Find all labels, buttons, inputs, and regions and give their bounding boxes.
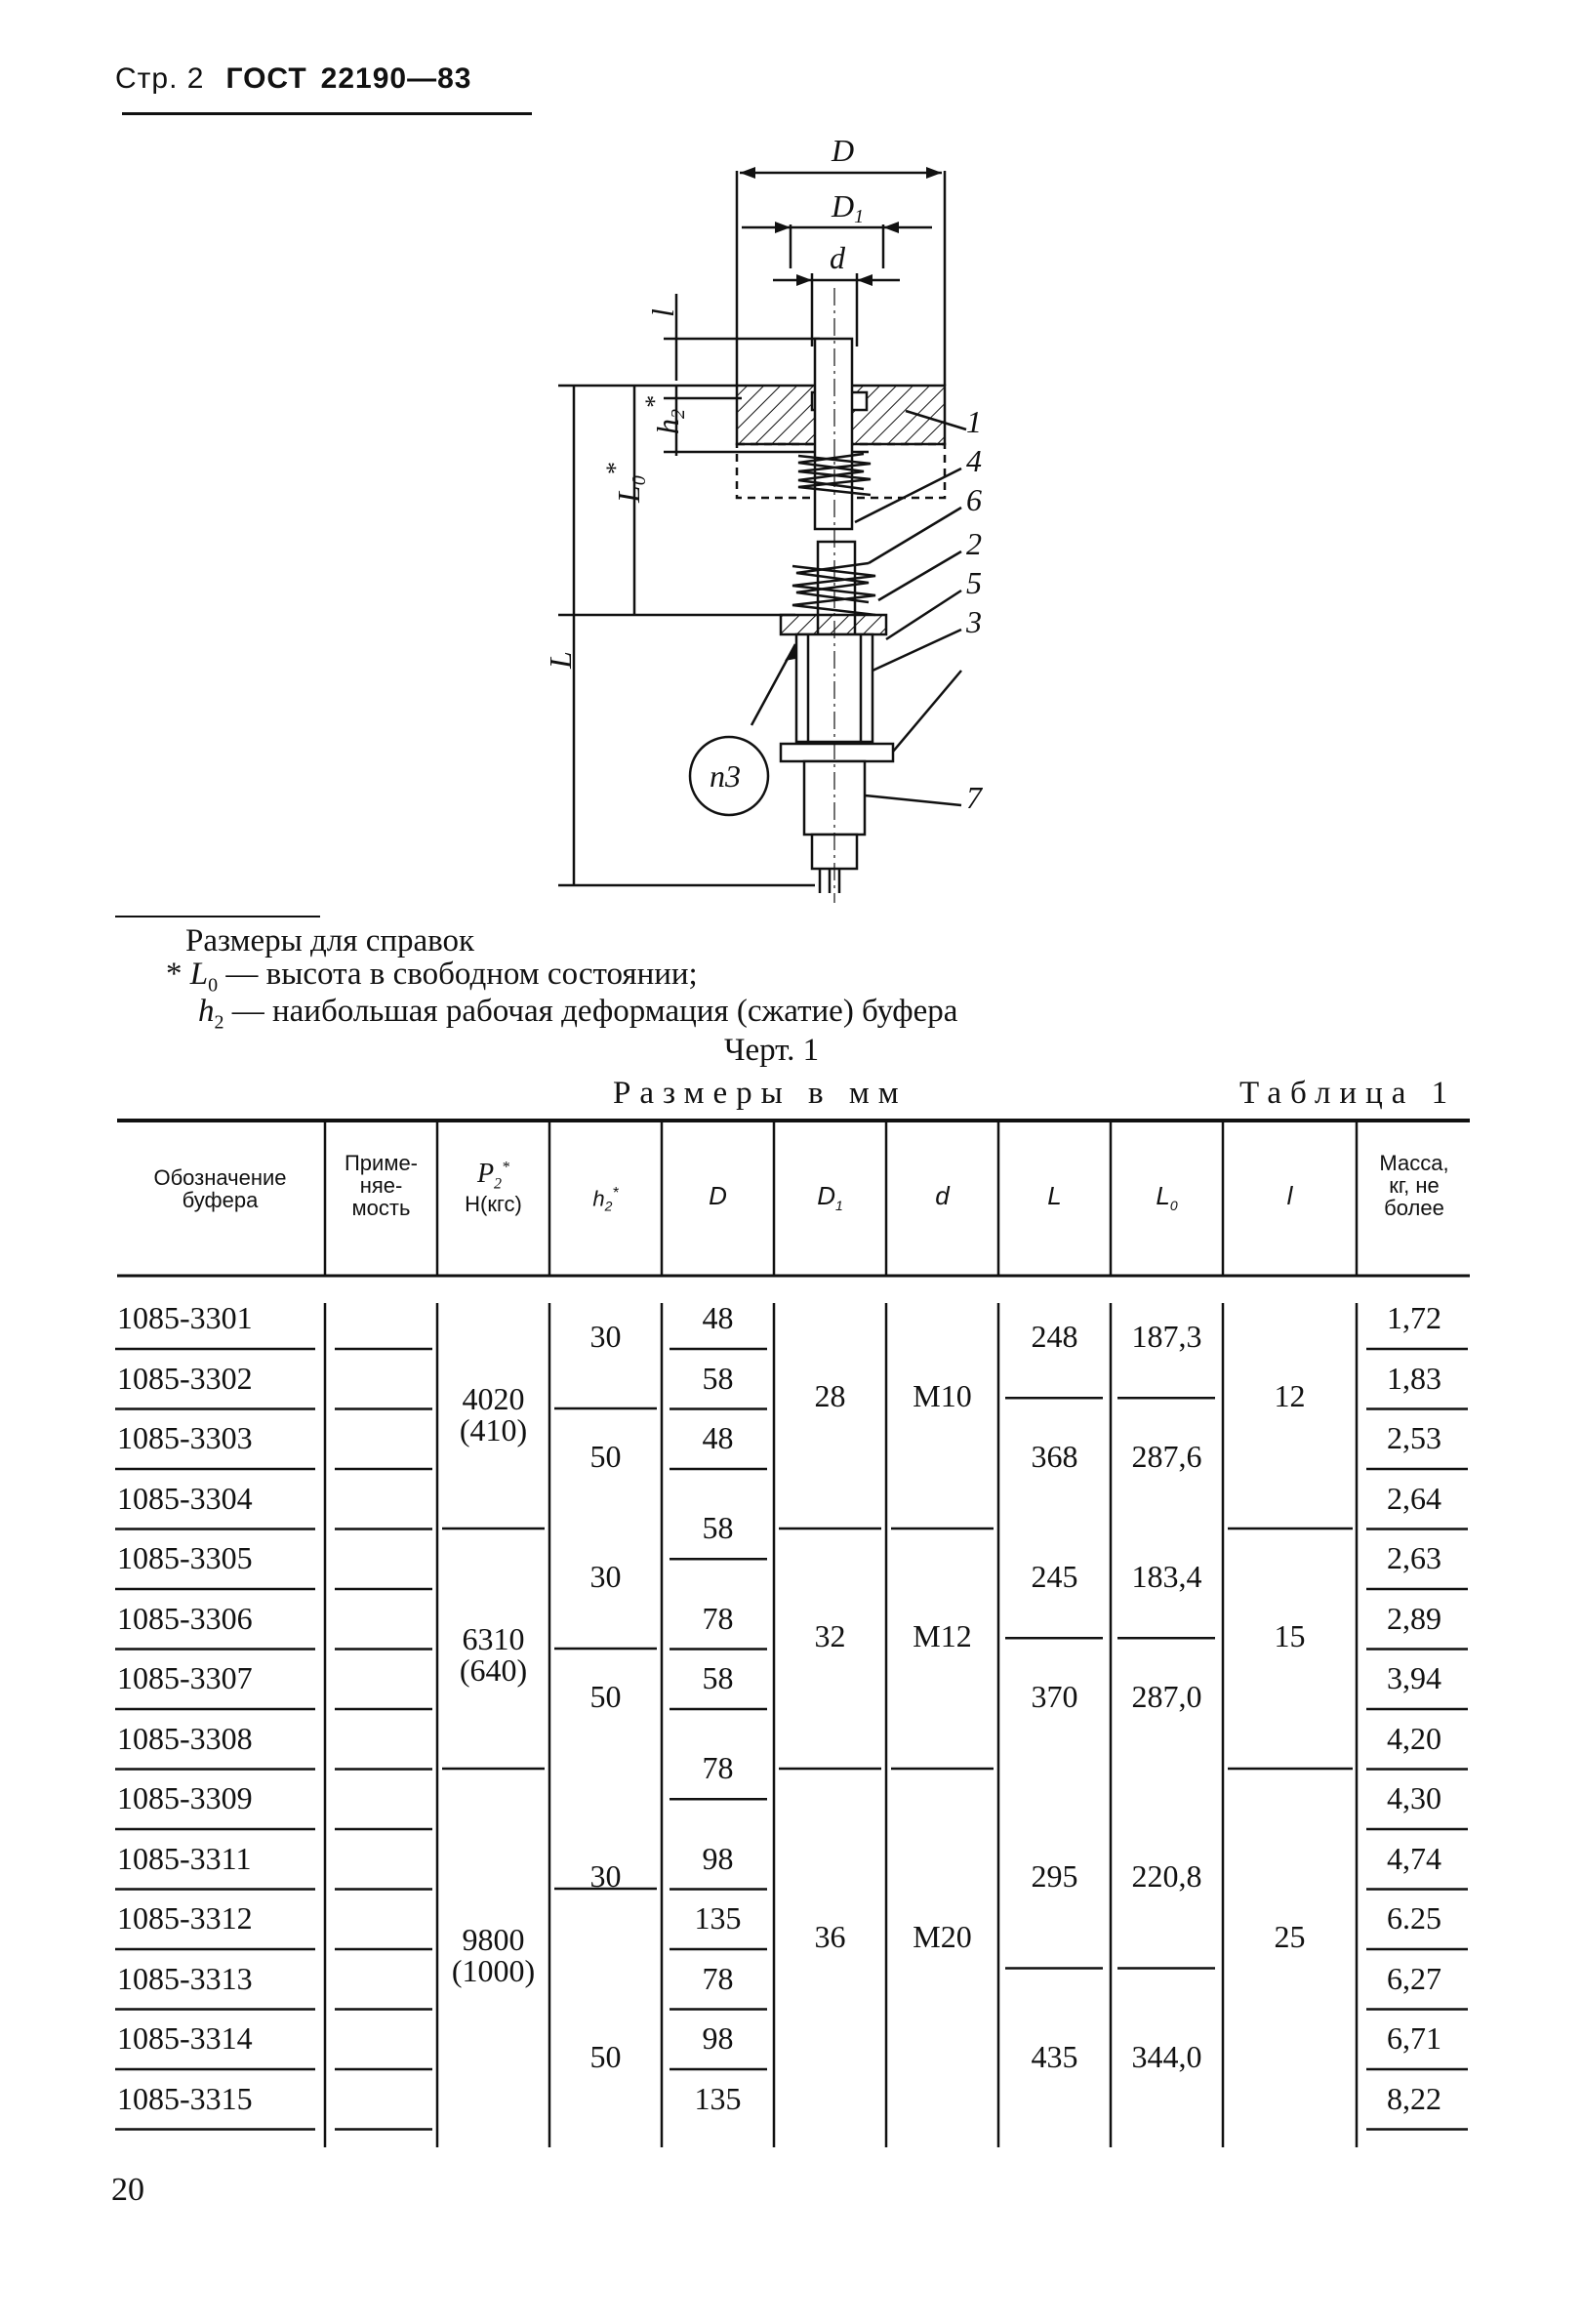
table-row-mass: 1,83 [1387, 1360, 1441, 1396]
d-thread-value: M12 [913, 1618, 972, 1654]
header-D1: $D_1$ [817, 1181, 843, 1214]
notes-title: Размеры для справок [185, 923, 475, 958]
d-thread-value: M10 [913, 1378, 972, 1414]
l-value: 15 [1274, 1618, 1306, 1654]
D-value: 135 [694, 1900, 742, 1936]
D-value: 58 [702, 1360, 734, 1396]
table-row-designation: 1085-3301 [117, 1300, 253, 1335]
L-value: 245 [1031, 1558, 1078, 1594]
table-row-designation: 1085-3308 [117, 1720, 253, 1756]
p2-force-kgf: (640) [459, 1652, 528, 1688]
page-ref: Стр. 2 [115, 62, 205, 95]
p2-force-value: 6310 [462, 1621, 525, 1656]
figure-caption: Черт. 1 [724, 1033, 820, 1068]
callout-5: 5 [966, 565, 982, 600]
table-row-mass: 2,89 [1387, 1600, 1441, 1636]
units-caption: Размеры в мм [613, 1076, 908, 1111]
callout-6: 6 [966, 482, 982, 517]
table-row-designation: 1085-3309 [117, 1780, 253, 1815]
note-free-height: * $L_0$ — высота в свободном состоянии; [166, 957, 698, 997]
standard-prefix: ГОСТ [225, 62, 307, 95]
L0-value: 220,8 [1131, 1858, 1202, 1895]
note-max-deformation: $h_2$ — наибольшая рабочая деформация (сжатие) буфера [198, 994, 958, 1034]
table-label: Таблица 1 [1239, 1076, 1457, 1111]
table-row-designation: 1085-3303 [117, 1420, 253, 1455]
table-row-mass: 4,30 [1387, 1780, 1441, 1815]
dim-D1: D1 [832, 188, 865, 227]
page-header [115, 62, 471, 96]
notes-rule [115, 916, 320, 917]
h2-value: 30 [589, 1318, 622, 1354]
D1-value: 36 [814, 1918, 846, 1954]
h2-value: 50 [589, 1438, 622, 1474]
L0-value: 183,4 [1131, 1558, 1202, 1594]
D-value: 48 [702, 1300, 734, 1335]
callout-2: 2 [966, 526, 982, 561]
table-row-mass: 4,20 [1387, 1720, 1441, 1756]
D-value: 58 [702, 1660, 734, 1695]
L0-value: 187,3 [1131, 1318, 1202, 1354]
L-value: 435 [1031, 2038, 1078, 2074]
table-row-mass: 1,72 [1387, 1300, 1441, 1335]
standard-number: 22190—83 [320, 62, 472, 95]
header-applicability: Приме- няе- мость [344, 1151, 419, 1221]
table-row-designation: 1085-3312 [117, 1900, 253, 1936]
dim-D: D [832, 133, 855, 168]
L-value: 248 [1031, 1318, 1078, 1354]
callout-3: 3 [966, 604, 982, 639]
h2-value: 30 [589, 1858, 622, 1895]
L-value: 368 [1031, 1438, 1078, 1474]
D1-value: 32 [814, 1618, 846, 1654]
table-row-designation: 1085-3315 [117, 2080, 253, 2116]
h2-value: 50 [589, 2038, 622, 2074]
callout-4: 4 [966, 443, 982, 478]
table-row-designation: 1085-3307 [117, 1660, 253, 1695]
dim-h2: h2* [640, 396, 689, 434]
table-row-designation: 1085-3305 [117, 1540, 253, 1575]
callout-7: 7 [966, 780, 982, 815]
table-row-designation: 1085-3311 [117, 1840, 252, 1876]
buffer-drawing [543, 122, 1093, 917]
table-row-mass: 6,71 [1387, 2020, 1441, 2056]
h2-value: 30 [589, 1558, 622, 1594]
table-row-designation: 1085-3313 [117, 1960, 253, 1996]
table-row-designation: 1085-3302 [117, 1360, 253, 1396]
D-value: 98 [702, 1840, 734, 1876]
l-value: 12 [1274, 1378, 1306, 1414]
D-value: 58 [702, 1510, 734, 1546]
table-row-designation: 1085-3306 [117, 1600, 253, 1636]
L0-value: 287,0 [1131, 1678, 1202, 1714]
header-rule [122, 112, 532, 115]
p2-force-value: 9800 [462, 1921, 525, 1957]
h2-value: 50 [589, 1678, 622, 1714]
D-value: 78 [702, 1750, 734, 1786]
buffer-dimensions-table [115, 1113, 1472, 2157]
L-value: 295 [1031, 1858, 1078, 1895]
table-row-mass: 3,94 [1387, 1660, 1441, 1695]
callout-1: 1 [966, 404, 982, 439]
table-row-designation: 1085-3304 [117, 1480, 253, 1516]
header-d: d [935, 1181, 950, 1210]
header-L0: $L_0$ [1156, 1181, 1178, 1214]
D1-value: 28 [814, 1378, 846, 1414]
D-value: 135 [694, 2080, 742, 2116]
p2-force-value: 4020 [462, 1381, 525, 1416]
table-row-designation: 1085-3314 [117, 2020, 253, 2056]
header-h2: $h_2^*$ [592, 1185, 619, 1214]
header-mass: Масса, кг, не более [1379, 1151, 1449, 1221]
L0-value: 344,0 [1131, 2038, 1202, 2074]
D-value: 78 [702, 1960, 734, 1996]
header-L: L [1047, 1181, 1062, 1210]
table-row-mass: 2,63 [1387, 1540, 1441, 1575]
p2-force-kgf: (410) [459, 1412, 528, 1447]
dim-L0: L0* [601, 463, 650, 503]
dim-l: l [645, 308, 680, 317]
D-value: 98 [702, 2020, 734, 2056]
table-row-mass: 2,64 [1387, 1480, 1441, 1516]
header-l: l [1286, 1181, 1293, 1210]
dim-L: L [543, 651, 578, 669]
header-designation: Обозначение буфера [153, 1165, 287, 1213]
L-value: 370 [1031, 1678, 1078, 1714]
table-row-mass: 2,53 [1387, 1420, 1441, 1455]
page-number: 20 [111, 2172, 144, 2208]
table-row-mass: 6,27 [1387, 1960, 1441, 1996]
detail-reference: п3 [710, 758, 741, 794]
D-value: 48 [702, 1420, 734, 1455]
dim-d: d [830, 240, 845, 275]
p2-force-kgf: (1000) [451, 1952, 536, 1988]
table-row-mass: 8,22 [1387, 2080, 1441, 2116]
header-D: D [709, 1181, 727, 1210]
header-force-p2: $P_2^*$ Н(кгс) [465, 1159, 522, 1217]
table-row-mass: 4,74 [1387, 1840, 1441, 1876]
d-thread-value: M20 [913, 1918, 972, 1954]
L0-value: 287,6 [1131, 1438, 1202, 1474]
l-value: 25 [1274, 1918, 1306, 1954]
D-value: 78 [702, 1600, 734, 1636]
table-row-mass: 6.25 [1387, 1900, 1441, 1936]
